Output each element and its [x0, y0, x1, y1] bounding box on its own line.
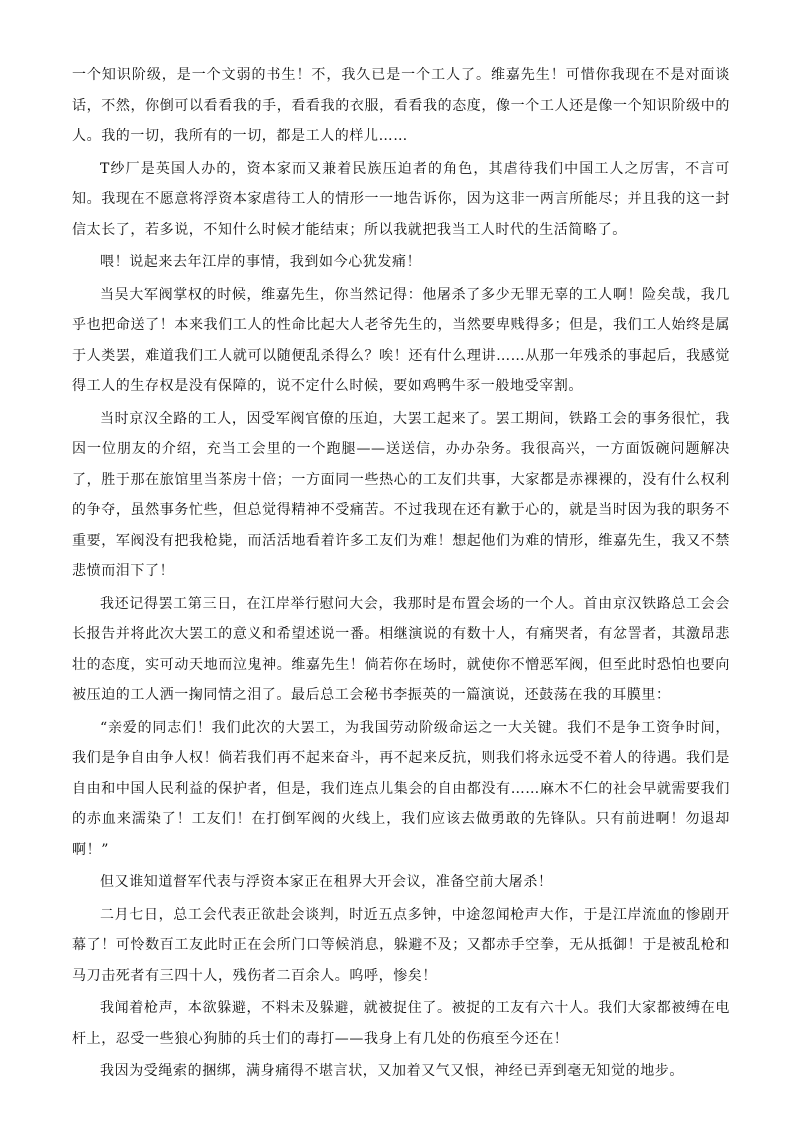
paragraph-2: T纱厂是英国人办的，资本家而又兼着民族压迫者的角色，其虐待我们中国工人之厉害，不言可知。我现在不愿意将浮资本家虐待工人的情形一一地告诉你，因为这非一两言所能尽；并且我的这一封信太长了，若多说，不知什么时候才能结束；所以我就把我当工人时代的生活简略了。 — [72, 160, 730, 238]
paragraph-9: 二月七日，总工会代表正欲赴会谈判，时近五点多钟，中途忽闻枪声大作，于是江岸流血的惨剧开幕了！可怜数百工友此时正在会所门口等候消息，躲避不及；又都赤手空拳，无从抵御！于是被乱枪和马刀击死者有三四十人，残伤者二百余人。呜呼，惨矣！ — [72, 906, 730, 984]
paragraph-8: 但又谁知道督军代表与浮资本家正在租界大开会议，准备空前大屠杀！ — [100, 874, 553, 890]
paragraph-1: 一个知识阶级，是一个文弱的书生！不，我久已是一个工人了。维嘉先生！可惜你我现在不是对面谈话，不然，你倒可以看看我的手，看看我的衣服，看看我的态度，像一个工人还是像一个知识阶级中的人。我的一切，我所有的一切，都是工人的样儿…… — [72, 67, 730, 144]
document-page — [72, 60, 730, 1089]
paragraph-5: 当时京汉全路的工人，因受军阀官僚的压迫，大罢工起来了。罢工期间，铁路工会的事务很忙，我因一位朋友的介绍，充当工会里的一个跑腿——送送信，办办杂务。我很高兴，一方面饭碗问题解决了，胜于那在旅馆里当茶房十倍；一方面同一些热心的工友们共事，大家都是赤裸裸的，没有什么权利的争夺，虽然事务忙些，但总觉得精神不受痛苦。不过我现在还有歉于心的，就是当时因为我的职务不重要，军阀没有把我枪毙，而活活地看着许多工友们为难！想起他们为难的情形，维嘉先生，我又不禁悲愤而泪下了！ — [72, 410, 730, 579]
paragraph-4: 当吴大军阀掌权的时候，维嘉先生，你当然记得：他屠杀了多少无罪无辜的工人啊！险矣哉，我几乎也把命送了！本来我们工人的性命比起大人老爷先生的，当然要卑贱得多；但是，我们工人始终是属于人类罢，难道我们工人就可以随便乱杀得么？唉！还有什么理讲……从那一年残杀的事起后，我感觉得工人的生存权是没有保障的，说不定什么时候，要如鸡鸭牛豕一般地受宰割。 — [72, 286, 730, 394]
paragraph-3: 喂！说起来去年江岸的事情，我到如今心犹发痛！ — [100, 254, 422, 270]
paragraph-11: 我因为受绳索的捆绑，满身痛得不堪言状，又加着又气又恨，神经已弄到毫无知觉的地步。 — [100, 1063, 684, 1079]
paragraph-10: 我闻着枪声，本欲躲避，不料未及躲避，就被捉住了。被捉的工友有六十人。我们大家都被缚在电杆上，忍受一些狼心狗肺的兵士们的毒打——我身上有几处的伤痕至今还在！ — [72, 1000, 730, 1047]
paragraph-7-speech-quote: “亲爱的同志们！我们此次的大罢工，为我国劳动阶级命运之一大关键。我们不是争工资争时间，我们是争自由争人权！倘若我们再不起来奋斗，再不起来反抗，则我们将永远受不着人的待遇。我们是自由和中国人民利益的保护者，但是，我们连点儿集会的自由都没有……麻木不仁的社会早就需要我们的赤血来濡染了！工友们！在打倒军阀的火线上，我们应该去做勇敢的先锋队。只有前进啊！勿退却啊！” — [72, 719, 730, 858]
paragraph-6: 我还记得罢工第三日，在江岸举行慰问大会，我那时是布置会场的一个人。首由京汉铁路总工会会长报告并将此次大罢工的意义和希望述说一番。相继演说的有数十人，有痛哭者，有忿詈者，其激昂悲壮的态度，实可动天地而泣鬼神。维嘉先生！倘若你在场时，就使你不憎恶军阀，但至此时恐怕也要向被压迫的工人洒一掬同情之泪了。最后总工会秘书李振英的一篇演说，还鼓荡在我的耳膜里： — [72, 595, 730, 703]
